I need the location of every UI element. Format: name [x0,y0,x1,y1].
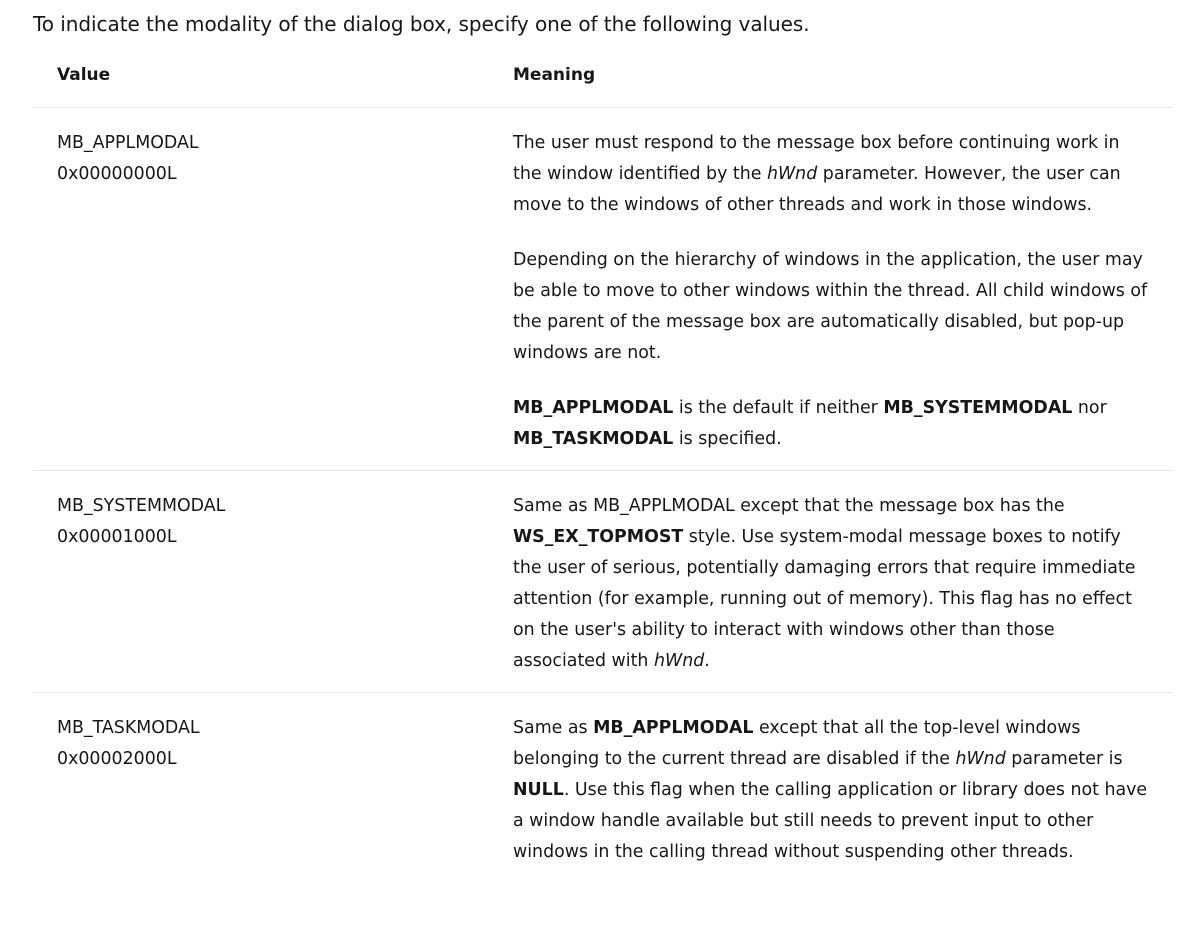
table-row [33,471,1172,693]
value-column-header: Value [33,58,489,108]
text-run: parameter is [1005,749,1123,769]
table-row [33,108,1172,471]
modality-values-table [33,58,1172,883]
text-run: except that all the top-level windows belonging to the current thread are disabled if the [513,718,1081,769]
text-run: . [704,651,710,671]
table-header-row [33,58,1172,108]
param-name: hWnd [955,749,1006,769]
value-cell [33,693,489,884]
meaning-paragraph [513,713,1148,868]
meaning-cell [489,108,1172,471]
constant-value: 0x00001000L [57,527,177,547]
constant-ref: WS_EX_TOPMOST [513,527,684,547]
constant-ref: MB_TASKMODAL [513,429,674,449]
param-name: hWnd [766,164,818,184]
text-run: nor [1072,398,1107,418]
meaning-paragraph: Depending on the hierarchy of windows in the application, the user may be able to move to other windows within the thread. All child windows of the parent of the message box are automatically disabled, but pop-up windows are not. [513,250,1148,363]
meaning-cell [489,693,1172,884]
constant-ref: NULL [513,780,564,800]
meaning-paragraph [513,491,1148,677]
text-run: is specified. [673,429,782,449]
param-name: hWnd [653,651,705,671]
meaning-column-header: Meaning [489,58,1172,108]
intro-paragraph: To indicate the modality of the dialog box, specify one of the following values. [33,12,810,36]
value-cell [33,108,489,471]
text-run: style. Use system-modal message boxes to notify the user of serious, potentially damaging errors that require immediate attention (for example, running out of memory). This flag has no effect on the user's ability to interact with windows other than those associated with [513,527,1136,671]
constant-ref: MB_APPLMODAL [513,398,674,418]
text-run: . Use this flag when the calling application or library does not have a window handle available but still needs to prevent input to other windows in the calling thread without suspending other threads. [513,780,1148,862]
meaning-paragraph [513,128,1148,221]
meaning-paragraph [513,393,1148,455]
text-run: Same as MB_APPLMODAL except that the message box has the [513,496,1065,516]
text-run: Same as [513,718,594,738]
table-row [33,693,1172,884]
constant-value: 0x00000000L [57,164,177,184]
constant-value: 0x00002000L [57,749,177,769]
value-cell [33,471,489,693]
constant-ref: MB_APPLMODAL [593,718,754,738]
meaning-cell [489,471,1172,693]
text-run: parameter. However, the user can move to the windows of other threads and work in those windows. [513,164,1121,215]
constant-ref: MB_SYSTEMMODAL [883,398,1073,418]
text-run: is the default if neither [673,398,884,418]
text-run: The user must respond to the message box before continuing work in the window identified by the [513,133,1120,184]
constant-name: MB_TASKMODAL [57,718,200,738]
constant-name: MB_SYSTEMMODAL [57,496,226,516]
constant-name: MB_APPLMODAL [57,133,199,153]
